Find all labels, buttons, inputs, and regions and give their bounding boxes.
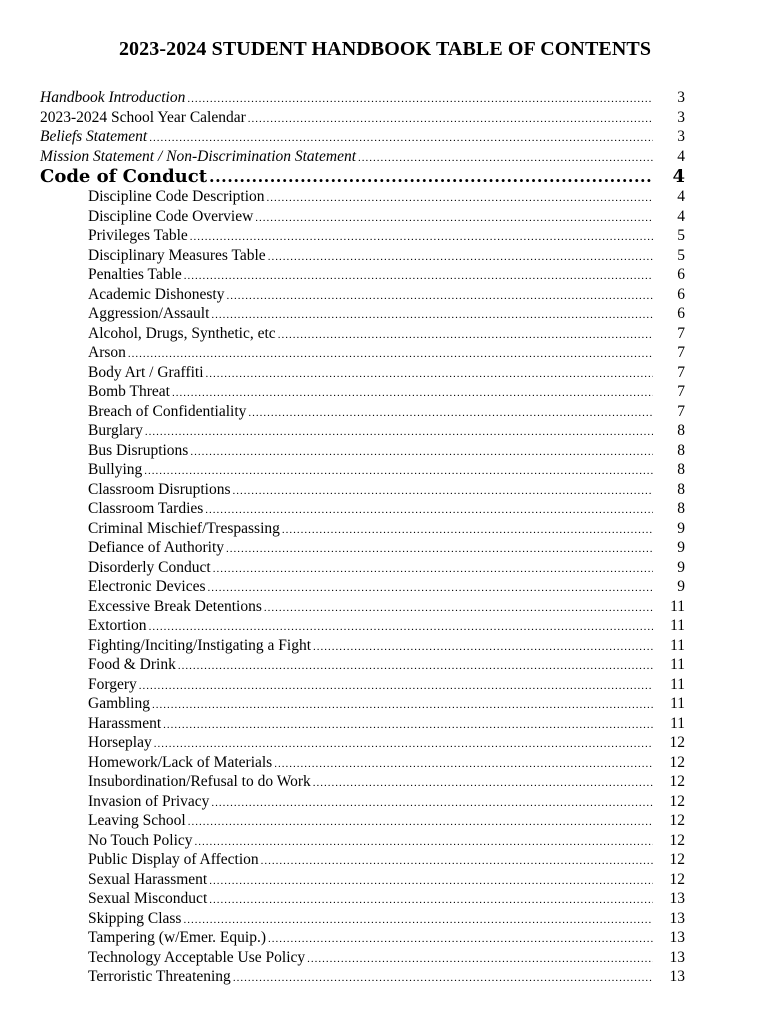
- toc-entry[interactable]: [40, 460, 685, 480]
- toc-entry-page-number: 3: [677, 128, 685, 145]
- toc-entry-line: [88, 655, 685, 677]
- toc-entry-title: Skipping Class: [88, 909, 182, 927]
- toc-entry[interactable]: [40, 792, 685, 812]
- page-title: 2023-2024 STUDENT HANDBOOK TABLE OF CONTENTS: [118, 38, 652, 60]
- toc-entry-line: [88, 519, 685, 541]
- toc-entry-line: [88, 421, 685, 443]
- dot-leader: [209, 166, 653, 187]
- toc-entry-title: Breach of Confidentiality: [88, 402, 247, 420]
- toc-entry[interactable]: [40, 108, 685, 128]
- toc-entry-title: Classroom Tardies: [88, 500, 204, 517]
- toc-entry-line: [88, 207, 685, 229]
- toc-entry-page-number: 13: [669, 929, 685, 946]
- toc-entry-page-number: 8: [677, 441, 685, 459]
- toc-entry-page-number: 12: [669, 851, 685, 868]
- toc-entry-page-number: 6: [677, 266, 685, 283]
- toc-entry-title: Disciplinary Measures Table: [88, 246, 266, 264]
- toc-entry-page-number: 6: [677, 305, 685, 322]
- toc-entry-line: [88, 304, 685, 326]
- toc-entry-title: Alcohol, Drugs, Synthetic, etc: [88, 324, 276, 342]
- toc-entry-page-number: 11: [670, 617, 685, 634]
- toc-entry-title: Bus Disruptions: [88, 441, 189, 459]
- toc-entry-page-number: 8: [677, 461, 685, 478]
- toc-entry-line: [88, 246, 685, 268]
- toc-entry-title: Sexual Misconduct: [88, 890, 208, 907]
- toc-entry-page-number: 7: [677, 324, 685, 342]
- toc-entry[interactable]: [40, 382, 685, 402]
- toc-entry-title: Gambling: [88, 695, 150, 712]
- toc-entry-line: [88, 265, 685, 287]
- toc-entry[interactable]: [40, 772, 685, 792]
- toc-entry-line: [88, 226, 685, 248]
- toc-entry-title: Electronic Devices: [88, 578, 206, 595]
- toc-entry[interactable]: [40, 363, 685, 383]
- toc-entry-line: [40, 108, 685, 130]
- toc-entry-page-number: 11: [670, 695, 685, 712]
- toc-entry-title: Harassment: [88, 714, 162, 732]
- toc-entry[interactable]: [40, 226, 685, 246]
- toc-entry-page-number: 8: [677, 422, 685, 439]
- toc-entry[interactable]: [40, 207, 685, 227]
- toc-entry-line: [88, 772, 685, 794]
- toc-entry-line: [88, 753, 685, 775]
- toc-entry-page-number: 3: [677, 89, 685, 106]
- toc-entry-title: Leaving School: [88, 812, 186, 829]
- toc-entry-page-number: 11: [670, 636, 685, 654]
- toc-entry-line: [88, 850, 685, 872]
- toc-entry-title: Handbook Introduction: [40, 89, 186, 106]
- toc-entry[interactable]: [40, 831, 685, 851]
- toc-entry-title: Tampering (w/Emer. Equip.): [88, 929, 266, 946]
- toc-entry[interactable]: [40, 421, 685, 441]
- toc-entry-title: Burglary: [88, 422, 143, 439]
- toc-entry-line: [88, 948, 685, 970]
- toc-entry[interactable]: [40, 597, 685, 617]
- toc-entry-line: [88, 324, 685, 346]
- toc-entry-title: Arson: [88, 344, 126, 361]
- toc-entry-page-number: 11: [670, 656, 685, 673]
- toc-entry-page-number: 3: [677, 108, 685, 126]
- toc-entry[interactable]: [40, 147, 685, 167]
- toc-entry-title: Disorderly Conduct: [88, 558, 211, 576]
- toc-entry-line: [88, 909, 685, 931]
- toc-entry-line: [88, 285, 685, 307]
- toc-entry[interactable]: [40, 733, 685, 753]
- toc-entry[interactable]: [40, 127, 685, 147]
- toc-entry[interactable]: [40, 441, 685, 461]
- toc-entry-title: Defiance of Authority: [88, 539, 225, 556]
- toc-entry-line: [88, 889, 685, 911]
- toc-entry-line: [40, 88, 685, 110]
- toc-entry-page-number: 7: [677, 383, 685, 400]
- toc-entry[interactable]: [40, 265, 685, 285]
- toc-entry-line: [88, 928, 685, 950]
- toc-entry-page-number: 7: [677, 344, 685, 361]
- toc-entry-title: No Touch Policy: [88, 831, 193, 849]
- toc-entry-title: Homework/Lack of Materials: [88, 753, 273, 771]
- toc-entry-page-number: 4: [677, 207, 685, 225]
- toc-entry-title: Academic Dishonesty: [88, 285, 225, 303]
- toc-entry-page-number: 6: [677, 285, 685, 303]
- toc-entry-page-number: 8: [677, 500, 685, 517]
- toc-entry-title: Technology Acceptable Use Policy: [88, 948, 306, 966]
- toc-entry[interactable]: [40, 558, 685, 578]
- toc-entry[interactable]: [40, 343, 685, 363]
- toc-entry-page-number: 13: [669, 968, 685, 985]
- toc-entry-line: [88, 831, 685, 853]
- toc-entry-line: [88, 870, 685, 892]
- toc-entry-title: Invasion of Privacy: [88, 792, 210, 810]
- toc-entry-line: [40, 166, 685, 187]
- toc-entry-page-number: 9: [677, 539, 685, 556]
- toc-entry-line: [88, 480, 685, 502]
- toc-entry-line: [88, 792, 685, 814]
- toc-entry-title: 2023-2024 School Year Calendar: [40, 108, 246, 126]
- toc-entry[interactable]: [40, 694, 685, 714]
- toc-entry-page-number: 12: [669, 753, 685, 771]
- toc-entry-title: Penalties Table: [88, 266, 182, 283]
- toc-entry[interactable]: [40, 480, 685, 500]
- toc-entry[interactable]: [40, 967, 685, 987]
- toc-entry[interactable]: [40, 285, 685, 305]
- toc-entry[interactable]: [40, 811, 685, 831]
- toc-entry[interactable]: [40, 850, 685, 870]
- toc-entry-page-number: 7: [677, 402, 685, 420]
- toc-entry-page-number: 9: [677, 558, 685, 576]
- toc-entry[interactable]: [40, 870, 685, 890]
- toc-entry-title: Beliefs Statement: [40, 128, 148, 145]
- toc-entry[interactable]: [40, 166, 685, 187]
- toc-entry-line: [88, 363, 685, 385]
- toc-entry-title: Aggression/Assault: [88, 305, 210, 322]
- toc-entry[interactable]: [40, 246, 685, 266]
- toc-entry[interactable]: [40, 324, 685, 344]
- toc-entry[interactable]: [40, 538, 685, 558]
- toc-entry-title: Forgery: [88, 675, 137, 693]
- toc-entry[interactable]: [40, 948, 685, 968]
- toc-entry-page-number: 13: [669, 948, 685, 966]
- toc-entry-title: Body Art / Graffiti: [88, 363, 204, 381]
- toc-entry-line: [88, 402, 685, 424]
- toc-entry-page-number: 5: [677, 246, 685, 264]
- toc-entry-line: [88, 616, 685, 638]
- toc-entry-page-number: 7: [677, 363, 685, 381]
- toc-entry-line: [88, 714, 685, 736]
- toc-entry-title: Public Display of Affection: [88, 851, 259, 868]
- table-of-contents: [40, 88, 685, 987]
- toc-entry[interactable]: [40, 88, 685, 108]
- toc-entry-page-number: 12: [669, 734, 685, 751]
- toc-entry[interactable]: [40, 636, 685, 656]
- toc-entry[interactable]: [40, 187, 685, 207]
- toc-entry-title: Bomb Threat: [88, 383, 170, 400]
- toc-entry-page-number: 11: [670, 714, 685, 732]
- toc-entry-title: Privileges Table: [88, 227, 188, 244]
- toc-entry-title: Criminal Mischief/Trespassing: [88, 519, 280, 537]
- toc-entry-page-number: 12: [669, 870, 685, 888]
- toc-entry[interactable]: [40, 655, 685, 675]
- toc-entry[interactable]: [40, 402, 685, 422]
- toc-entry-title: Classroom Disruptions: [88, 480, 231, 498]
- toc-entry-line: [88, 499, 685, 521]
- toc-entry[interactable]: [40, 304, 685, 324]
- toc-entry-title: Mission Statement / Non-Discrimination Statement: [40, 147, 357, 165]
- toc-entry-line: [40, 147, 685, 169]
- toc-entry-page-number: 12: [669, 773, 685, 790]
- toc-entry-title: Insubordination/Refusal to do Work: [88, 773, 311, 790]
- toc-entry[interactable]: [40, 714, 685, 734]
- toc-entry-page-number: 4: [677, 147, 685, 165]
- toc-entry[interactable]: [40, 889, 685, 909]
- toc-entry[interactable]: [40, 909, 685, 929]
- toc-entry-page-number: 13: [669, 890, 685, 907]
- toc-entry-page-number: 8: [677, 480, 685, 498]
- toc-entry-page-number: 9: [677, 578, 685, 595]
- dot-leader: [233, 969, 653, 989]
- toc-entry[interactable]: [40, 616, 685, 636]
- toc-entry-line: [88, 597, 685, 619]
- toc-entry-title: Sexual Harassment: [88, 870, 208, 888]
- toc-entry-title: Excessive Break Detentions: [88, 597, 262, 615]
- toc-entry[interactable]: [40, 928, 685, 948]
- toc-entry-page-number: 4: [672, 166, 685, 187]
- toc-entry-page-number: 11: [670, 597, 685, 615]
- toc-entry[interactable]: [40, 499, 685, 519]
- toc-entry-title: Bullying: [88, 461, 143, 478]
- toc-entry-line: [88, 343, 685, 365]
- toc-entry-line: [88, 733, 685, 755]
- toc-entry-title: Fighting/Inciting/Instigating a Fight: [88, 636, 312, 654]
- toc-entry-title: Code of Conduct: [40, 166, 208, 187]
- toc-entry-line: [88, 811, 685, 833]
- toc-entry-line: [88, 441, 685, 463]
- toc-entry-line: [88, 636, 685, 658]
- toc-entry-title: Food & Drink: [88, 656, 176, 673]
- toc-entry-page-number: 12: [669, 792, 685, 810]
- toc-entry-line: [88, 577, 685, 599]
- toc-entry-title: Discipline Code Description: [88, 188, 265, 205]
- toc-entry-line: [88, 382, 685, 404]
- toc-entry-title: Discipline Code Overview: [88, 207, 254, 225]
- toc-entry-line: [88, 558, 685, 580]
- toc-entry-line: [88, 967, 685, 989]
- toc-entry-title: Terroristic Threatening: [88, 968, 231, 985]
- toc-entry-page-number: 9: [677, 519, 685, 537]
- toc-entry[interactable]: [40, 519, 685, 539]
- toc-entry-line: [88, 187, 685, 209]
- toc-entry-page-number: 13: [669, 909, 685, 927]
- toc-entry-page-number: 5: [677, 227, 685, 244]
- toc-entry-page-number: 11: [670, 675, 685, 693]
- toc-entry-page-number: 12: [669, 831, 685, 849]
- toc-entry-title: Horseplay: [88, 734, 152, 751]
- toc-entry-line: [88, 460, 685, 482]
- toc-entry-title: Extortion: [88, 617, 147, 634]
- toc-entry[interactable]: [40, 675, 685, 695]
- toc-entry-page-number: 4: [677, 188, 685, 205]
- toc-entry-page-number: 12: [669, 812, 685, 829]
- toc-entry[interactable]: [40, 577, 685, 597]
- toc-entry-line: [40, 127, 685, 149]
- toc-entry-line: [88, 538, 685, 560]
- toc-entry-line: [88, 675, 685, 697]
- toc-entry[interactable]: [40, 753, 685, 773]
- toc-entry-line: [88, 694, 685, 716]
